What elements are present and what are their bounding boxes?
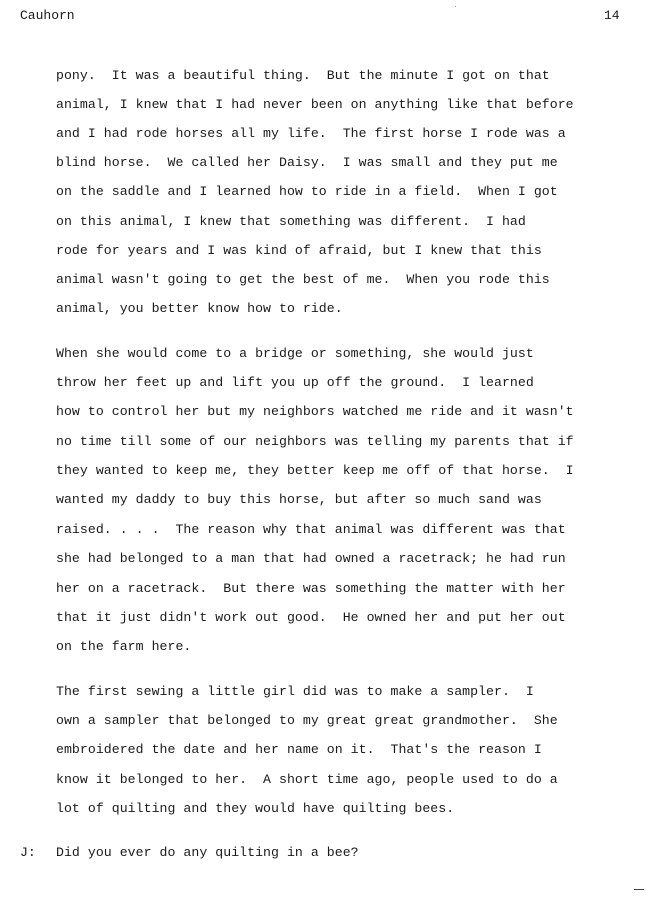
paragraph-1-line-5: on the saddle and I learned how to ride in a field. When I got [56, 184, 558, 199]
header-name: Cauhorn [20, 8, 75, 23]
paragraph-1-line-4: blind horse. We called her Daisy. I was small and they put me [56, 155, 558, 170]
paragraph-2-line-9: her on a racetrack. But there was something the matter with her [56, 581, 566, 596]
paragraph-2-line-8: she had belonged to a man that had owned a racetrack; he had run [56, 551, 566, 566]
paragraph-3-line-2: own a sampler that belonged to my great great grandmother. She [56, 713, 558, 728]
paragraph-3-line-3: embroidered the date and her name on it. That's the reason I [56, 742, 542, 757]
paragraph-1-line-7: rode for years and I was kind of afraid, but I knew that this [56, 243, 542, 258]
paragraph-1-line-1: pony. It was a beautiful thing. But the minute I got on that [56, 68, 550, 83]
paragraph-3-line-4: know it belonged to her. A short time ago, people used to do a [56, 772, 558, 787]
paragraph-2-line-11: on the farm here. [56, 639, 192, 654]
scan-speck [455, 6, 456, 7]
paragraph-2-line-10: that it just didn't work out good. He owned her and put her out [56, 610, 566, 625]
paragraph-1-line-9: animal, you better know how to ride. [56, 301, 343, 316]
paragraph-2-line-3: how to control her but my neighbors watched me ride and it wasn't [56, 404, 574, 419]
paragraph-2-line-7: raised. . . . The reason why that animal was different was that [56, 522, 566, 537]
paragraph-3-line-1: The first sewing a little girl did was to make a sampler. I [56, 684, 534, 699]
paragraph-3-line-5: lot of quilting and they would have quilting bees. [56, 801, 455, 816]
paragraph-2-line-4: no time till some of our neighbors was telling my parents that if [56, 434, 574, 449]
paragraph-2-line-6: wanted my daddy to buy this horse, but after so much sand was [56, 492, 542, 507]
page-edge-mark [634, 889, 644, 890]
question-text: Did you ever do any quilting in a bee? [56, 845, 359, 860]
question-speaker: J: [20, 845, 36, 860]
paragraph-1-line-2: animal, I knew that I had never been on anything like that before [56, 97, 574, 112]
paragraph-2-line-2: throw her feet up and lift you up off the ground. I learned [56, 375, 534, 390]
paragraph-2-line-5: they wanted to keep me, they better keep me off of that horse. I [56, 463, 574, 478]
paragraph-1-line-3: and I had rode horses all my life. The first horse I rode was a [56, 126, 566, 141]
page-number: 14 [604, 8, 620, 23]
paragraph-1-line-8: animal wasn't going to get the best of me. When you rode this [56, 272, 550, 287]
paragraph-2-line-1: When she would come to a bridge or something, she would just [56, 346, 534, 361]
paragraph-1-line-6: on this animal, I knew that something was different. I had [56, 214, 526, 229]
